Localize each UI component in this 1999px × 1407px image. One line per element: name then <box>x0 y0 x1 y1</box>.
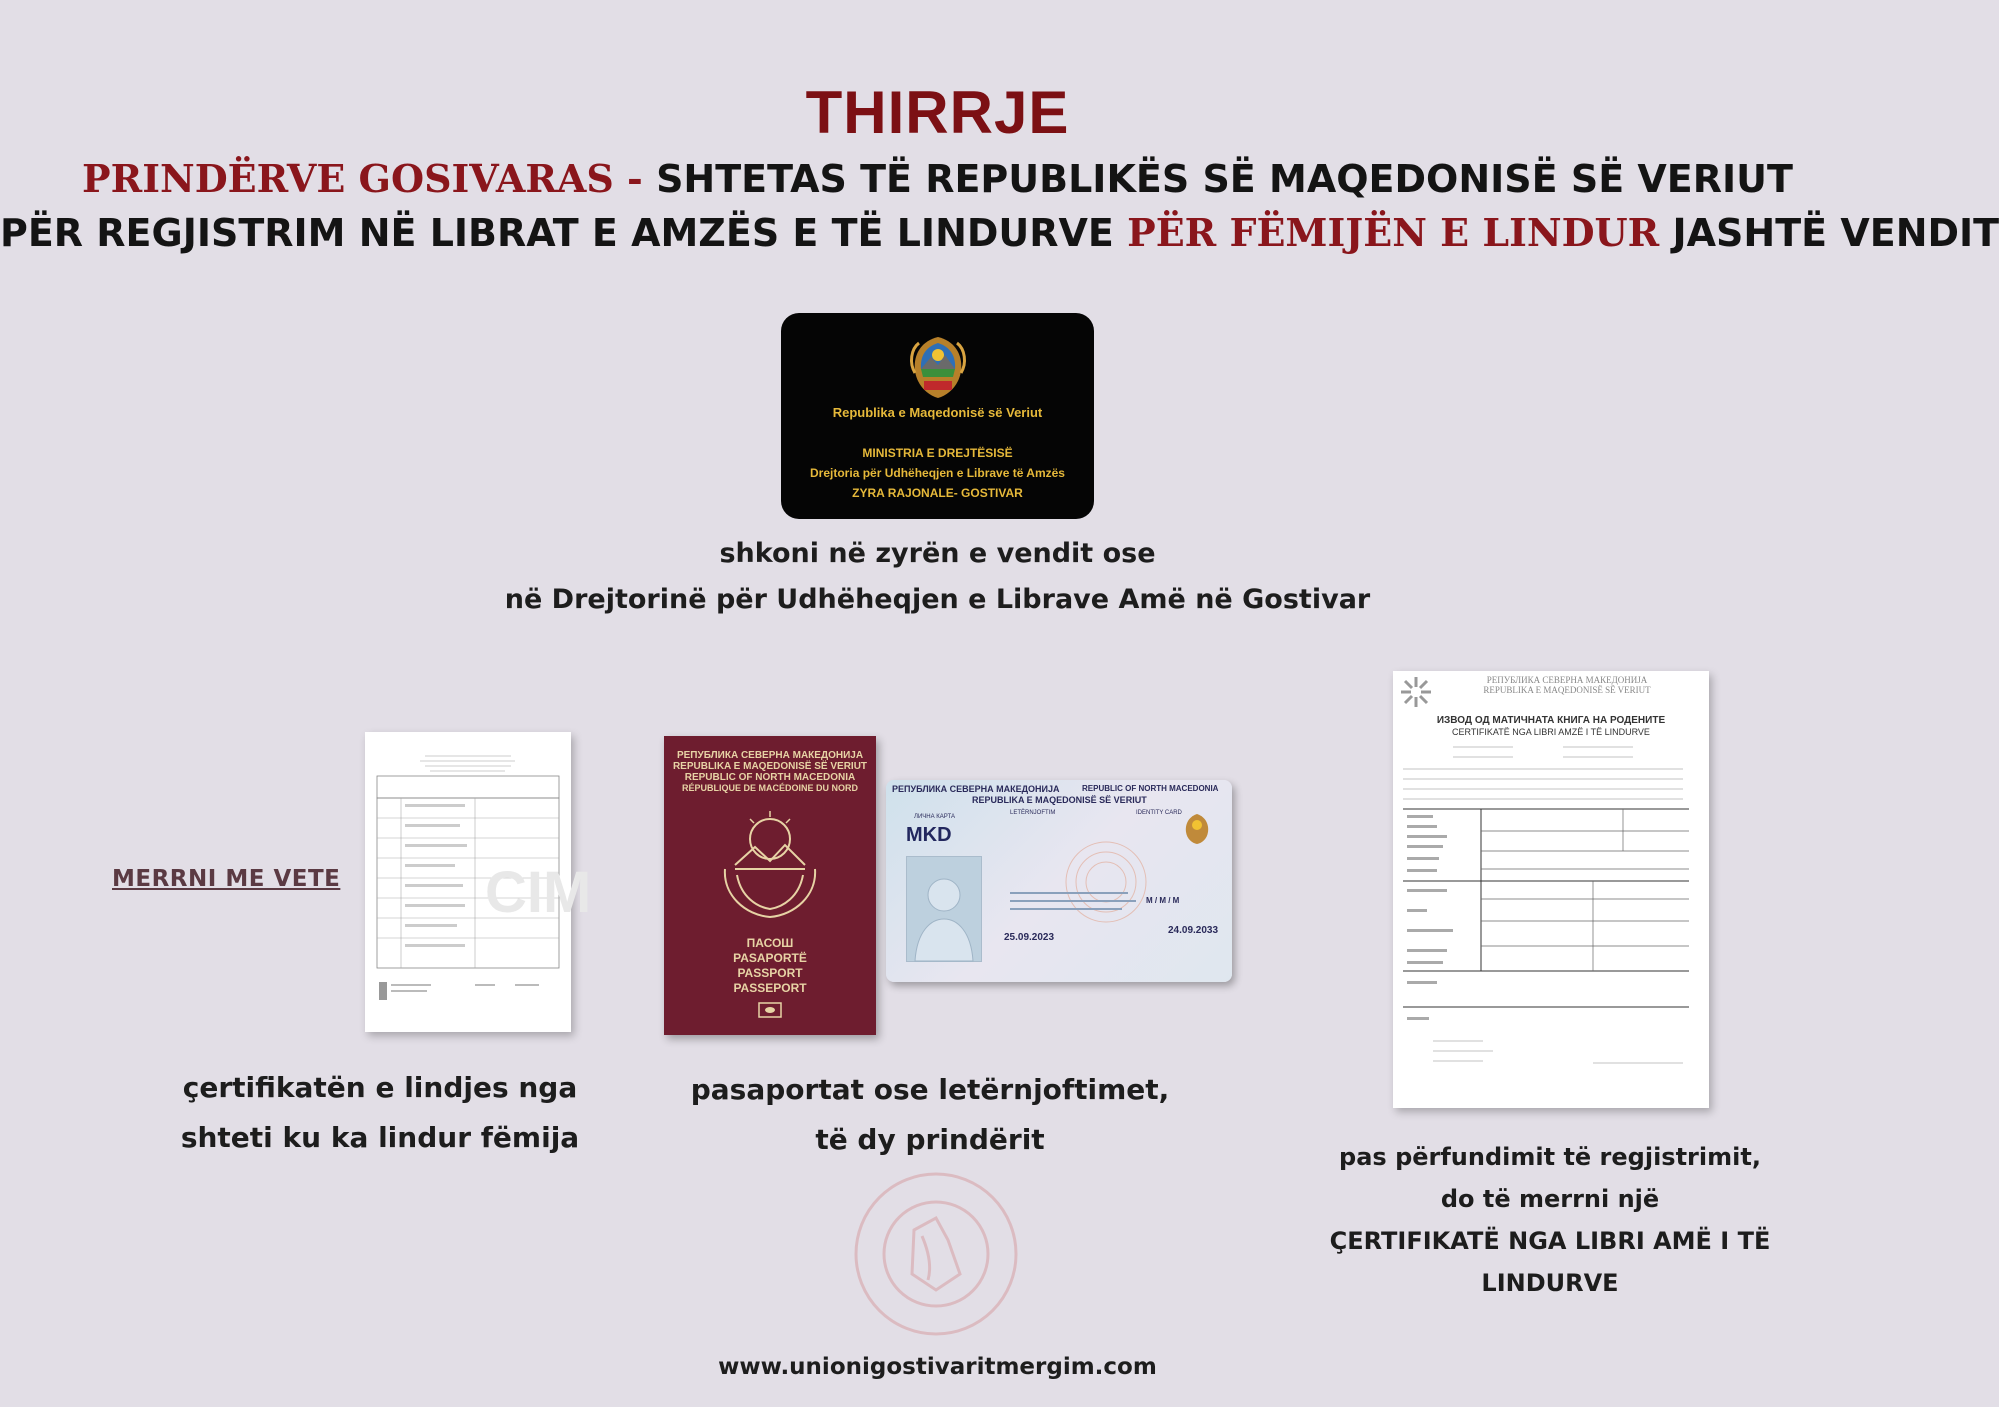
id-photo-placeholder <box>906 856 982 962</box>
id-card-text-lines <box>1010 886 1142 916</box>
passport-label-sq: PASAPORTË <box>733 951 807 965</box>
id-card-emblem-icon <box>1182 812 1212 846</box>
id-card-header-mk: РЕПУБЛИКА СЕВЕРНА МАКЕДОНИЈА <box>892 784 1060 794</box>
badge-country: Republika e Maqedonisë së Veriut <box>832 405 1043 420</box>
foreign-birth-certificate-image <box>365 732 592 1032</box>
caption-line: pas përfundimit të regjistrimit, <box>1339 1143 1761 1171</box>
id-card-sex: M / M / M <box>1146 896 1180 905</box>
subtitle-separator: - <box>613 156 657 201</box>
item-caption-birth-certificate <box>140 1063 620 1163</box>
caption-line: shteti ku ka lindur fëmija <box>180 1121 580 1154</box>
website-url[interactable]: www.unionigostivaritmergim.com <box>718 1354 1157 1380</box>
subtitle-accent-parents: PRINDËRVE GOSIVARAS <box>82 156 614 201</box>
caption-line: pasaportat ose letërnjoftimet, <box>690 1073 1170 1106</box>
passport-label-fr: PASSEPORT <box>733 981 807 995</box>
caption-line: çertifikatën e lindjes nga <box>182 1071 578 1104</box>
badge-directorate: Drejtoria për Udhëheqjen e Librave të Amzës <box>810 466 1065 480</box>
subtitle-abroad-text: JASHTË VENDIT <box>1659 211 1999 255</box>
badge-regional-office: ZYRA RAJONALE- GOSTIVAR <box>852 486 1023 500</box>
passport-country-en: REPUBLIC OF NORTH MACEDONIA <box>684 772 856 783</box>
biometric-chip-icon <box>758 1002 782 1018</box>
passport-emblem-icon <box>715 805 825 925</box>
svg-text:CIM: CIM <box>485 860 592 925</box>
person-silhouette-icon <box>907 857 981 961</box>
instruction-line-1: shkoni në zyrën e vendit ose <box>719 538 1156 569</box>
subtitle-accent-child: PËR FËMIJËN E LINDUR <box>1127 210 1660 255</box>
instruction-line-2: në Drejtorinë për Udhëheqjen e Librave Amë në Gostivar <box>504 584 1371 615</box>
passport-country-fr: RÉPUBLIQUE DE MACÉDOINE DU NORD <box>681 783 858 793</box>
certificate-form-fields <box>1393 741 1709 1108</box>
passport-image <box>664 736 876 1035</box>
passport-label-en: PASSPORT <box>737 966 803 980</box>
bring-with-you-label: MERRNI ME VETE <box>112 866 341 892</box>
badge-ministry: MINISTRIA E DREJTËSISË <box>862 446 1013 460</box>
document-form-icon <box>365 732 592 1032</box>
item-caption-passports <box>660 1065 1200 1165</box>
certificate-emblem-icon <box>1399 675 1433 709</box>
id-card-type-mk: ЛИЧНА КАРТА <box>914 814 955 820</box>
id-card-image <box>886 780 1232 982</box>
passport-label-mk: ПАСОШ <box>746 936 794 950</box>
passport-country-mk: РЕПУБЛИКА СЕВЕРНА МАКЕДОНИЈА <box>676 750 864 761</box>
id-card-type-sq: LETËRNJOFTIM <box>1010 810 1056 816</box>
union-seal-watermark-icon <box>852 1170 1020 1338</box>
certificate-header-mk: РЕПУБЛИКА СЕВЕРНА МАКЕДОНИЈА <box>1486 675 1648 685</box>
subtitle-line-1 <box>0 156 1875 201</box>
caption-line: ÇERTIFIKATË NGA LIBRI AMË I TË LINDURVE <box>1329 1227 1771 1297</box>
id-card-issue-date: 25.09.2023 <box>1004 932 1055 943</box>
id-card-header-sq: REPUBLIKA E MAQEDONISË SË VERIUT <box>972 795 1147 805</box>
certificate-header-sq: REPUBLIKA E MAQEDONISË SË VERIUT <box>1483 685 1651 695</box>
coat-of-arms-icon <box>907 333 969 401</box>
ministry-badge <box>781 313 1094 519</box>
subtitle-line-2 <box>0 210 1999 255</box>
certificate-title-mk: ИЗВОД ОД МАТИЧНАТА КНИГА НА РОДЕНИТЕ <box>1436 715 1666 726</box>
certificate-title-sq: CERTIFIKATË NGA LIBRI AMZË I TË LINDURVE <box>1452 727 1650 737</box>
item-caption-registry-certificate <box>1260 1136 1840 1304</box>
registry-certificate-image <box>1393 671 1709 1108</box>
page-title: THIRRJE <box>805 79 1070 146</box>
caption-line: do të merrni një <box>1440 1185 1660 1213</box>
id-card-expiry-date: 24.09.2033 <box>1168 925 1219 936</box>
subtitle-citizens-text: SHTETAS TË REPUBLIKËS SË MAQEDONISË SË VERIUT <box>656 157 1793 201</box>
caption-line: të dy prindërit <box>815 1123 1045 1156</box>
id-card-header-en: REPUBLIC OF NORTH MACEDONIA <box>1082 784 1219 793</box>
id-card-type-en: IDENTITY CARD <box>1136 810 1182 816</box>
subtitle-registration-text: PËR REGJISTRIM NË LIBRAT E AMZËS E TË LINDURVE <box>0 211 1128 255</box>
id-card-country-code: MKD <box>906 824 952 846</box>
passport-country-sq: REPUBLIKA E MAQEDONISË SË VERIUT <box>672 761 868 772</box>
